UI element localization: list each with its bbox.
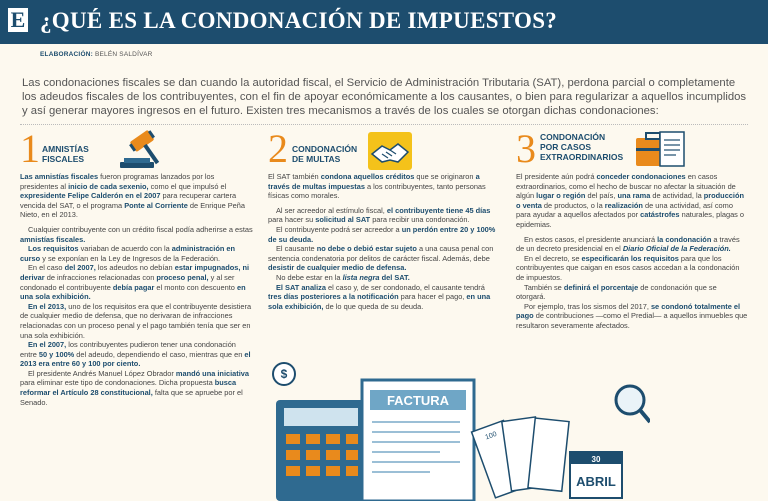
column-3-title: CONDONACIÓN POR CASOS EXTRAORDINARIOS: [540, 132, 624, 162]
column-1-title: AMNISTÍAS FISCALES: [42, 144, 89, 164]
col3-paragraph: En estos casos, el presidente anunciará la condonación a través de un decreto presidencial en el Diario Oficial de la Federación.: [516, 234, 740, 254]
invoice-icon: [362, 380, 474, 501]
page-title: ¿QUÉ ES LA CONDONACIÓN DE IMPUESTOS?: [40, 8, 558, 33]
col1-paragraph: Cualquier contribuyente con un crédito fiscal podía adherirse a estas amnistías fiscales.: [20, 224, 253, 244]
header-bar: [0, 0, 768, 44]
col2-paragraph: El causante no debe o debió estar sujeto a una causa penal con sentencia condenatoria por delitos de carácter fiscal. Además, debe desistir de cualquier medio de defensa.: [268, 244, 494, 273]
column-2-title: CONDONACIÓN DE MULTAS: [292, 144, 358, 164]
column-1-header: [20, 126, 260, 171]
col2-paragraph: El contribuyente podrá ser acreedor a un perdón entre 20 y 100% de su deuda.: [268, 224, 496, 244]
bill-value: 100: [484, 430, 498, 442]
col3-paragraph: También se definirá el porcentaje de condonación que se otorgará.: [516, 282, 717, 302]
col2-paragraph: El SAT también condona aquellos créditos que se originaron a través de multas impuestas a los contribuyentes, tanto personas físicas como morales.: [268, 172, 486, 201]
col2-paragraph: El SAT analiza el caso y, de ser condonado, el causante tendrá tres días posteriores a la notificación para hacer el pago, en una sola exhibición, de lo que queda de su deuda.: [268, 282, 491, 311]
column-2-header: [268, 126, 508, 171]
col2-paragraph: Al ser acreedor al estímulo fiscal, el contribuyente tiene 45 días para hacer su solicitud al SAT para recibir una condonación.: [268, 205, 491, 225]
coin-icon: [273, 363, 295, 385]
handshake-icon: [368, 132, 412, 170]
column-2-body: [268, 172, 500, 311]
column-2-number: 2: [268, 126, 288, 171]
coin-symbol: $: [280, 367, 288, 381]
col1-paragraph: En el 2013, uno de los requisitos era que el contribuyente desistiera de cualquier medio de defensa, que no derivaran de infracciones relacionadas con un proceso penal y el pago también tenía que ser en una sola exhibición.: [20, 301, 252, 340]
column-3-header: [516, 126, 756, 171]
briefcase-document-icon: [634, 128, 690, 170]
col1-paragraph: En el 2007, los contribuyentes pudieron tener una condonación entre 50 y 100% del adeudo, dependiendo el caso, mientras que en el 2013 era entre 60 y 100 por ciento.: [20, 340, 251, 369]
column-3-body: [516, 172, 748, 331]
invoice-label: FACTURA: [386, 393, 450, 408]
credit-name: BELÉN SALDÍVAR: [94, 51, 153, 58]
col1-paragraph: Los requisitos variaban de acuerdo con la administración en curso y se exponían en la Ley de Ingresos de la Federación.: [20, 244, 236, 263]
col2-paragraph: No debe estar en la lista negra del SAT.: [276, 272, 410, 282]
credit-line: [40, 51, 153, 58]
col1-paragraph: El presidente Andrés Manuel López Obrador mandó una iniciativa para eliminar este tipo de condonaciones. Dicha propuesta busca reformar el Artículo 28 constitucional, falta que se apruebe por el Senado.: [20, 368, 250, 407]
col1-paragraph: En el caso del 2007, los adeudos no debían estar impugnados, ni derivar de infracciones relacionadas con proceso penal, y al ser condonado el contribuyente debía pagar el monto con descuento en una sola exhibición.: [20, 263, 250, 302]
col1-paragraph: Las amnistías fiscales fueron programas lanzados por los presidentes al inicio de cada sexenio, como el que impulsó el expresidente Felipe Calderón en el 2007 para recuperar cartera vencida del SAT, o el programa Ponte al Corriente de Enrique Peña Nieto, en el 2013.: [20, 172, 245, 220]
gavel-icon: [116, 128, 166, 170]
magnifier-icon: [616, 386, 650, 422]
calculator-icon: [276, 400, 366, 501]
tax-illustration: [270, 360, 650, 501]
calendar-label: ABRIL: [576, 474, 616, 489]
column-3-number: 3: [516, 126, 536, 171]
calendar-icon: [570, 452, 622, 498]
publication-logo: E: [6, 6, 30, 34]
col3-paragraph: El presidente aún podrá conceder condonaciones en casos extraordinarios, como el hecho de buscar no afectar la situación de algún lugar o región del país, una rama de actividad, la producción o venta de productos, o la realización de una actividad, así como para ayudar a aquellos afectados por catástrofes naturales, plagas o epidemias.: [516, 172, 745, 229]
divider: [20, 124, 748, 125]
column-1-body: [20, 172, 254, 407]
calendar-day: 30: [591, 455, 601, 464]
intro-paragraph: Las condonaciones fiscales se dan cuando la autoridad fiscal, el Servicio de Administración Tributaria (SAT), perdona parcial o completamente los adeudos fiscales de los contribuyentes, con el fin de apoyar económicamente a los causantes, o bien para regularizar a aquellos incumplidos y así generar mayores ingresos en el futuro. Existen tres mecanismos a través de los cuales se otorgan dichas condonaciones:: [22, 77, 747, 118]
col3-paragraph: Por ejemplo, tras los sismos del 2017, se condonó totalmente el pago de contribuciones —como el Predial— a aquellos inmuebles que resultaron severamente afectados.: [516, 301, 748, 330]
credit-label: ELABORACIÓN:: [40, 51, 93, 58]
col3-paragraph: En el decreto, se especificarán los requisitos para que los contribuyentes que caigan en esos casos accedan a la condonación de impuestos.: [516, 253, 740, 282]
banknotes-icon: [472, 417, 570, 498]
column-1-number: 1: [20, 126, 40, 171]
